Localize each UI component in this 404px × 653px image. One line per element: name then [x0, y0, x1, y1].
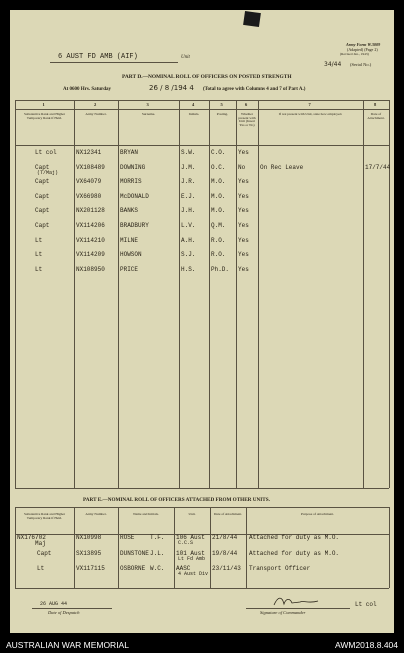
table-cell-number: SX13895	[76, 549, 102, 557]
column-header: Substantive Rank and Higher Temporary Rank if Held.	[23, 512, 66, 520]
table-cell-initials: S.W.	[181, 149, 196, 156]
table-cell-surname: MILNE	[120, 236, 139, 244]
part-e-title: PART E.—NOMINAL ROLL OF OFFICERS ATTACHED FROM OTHER UNITS.	[83, 497, 270, 503]
table-cell-number: VX117115	[76, 565, 105, 572]
column-number: 7	[308, 102, 311, 107]
column-header: Army Number.	[85, 512, 107, 516]
column-number: 4	[192, 102, 195, 107]
table-cell-number: NX12341	[76, 149, 102, 156]
column-header: Name and Initials.	[133, 512, 159, 516]
table-cell-present: Yes	[238, 149, 249, 156]
table-cell-surname: McDONALD	[120, 192, 149, 200]
commander-signature-label: Signature of Commander	[260, 610, 306, 615]
column-header: Initials.	[188, 112, 200, 116]
table-cell-initials: E.J.	[181, 192, 196, 200]
table-cell-name: ROSE	[120, 534, 135, 541]
serial-label: (Serial No.)	[350, 62, 372, 67]
table-cell-initials: J.M.	[181, 163, 196, 171]
table-cell-surname: HOWSON	[120, 251, 142, 259]
table-cell-name: OSBORNE	[120, 565, 146, 572]
table-cell-surname: PRICE	[120, 265, 139, 273]
table-cell-rank: Lt	[35, 265, 43, 273]
table-cell-posting: M.O.	[211, 192, 226, 200]
table-cell-date: 23/11/43	[212, 565, 241, 572]
table-cell-present: Yes	[238, 236, 249, 244]
column-number: 2	[94, 102, 97, 107]
table-cell-name: DUNSTONE	[120, 549, 149, 557]
table-cell-rank: Lt	[35, 236, 43, 244]
table-cell-initials: A.H.	[181, 236, 196, 244]
corner-stamp	[243, 11, 261, 27]
table-cell-number: NX10998	[76, 534, 102, 541]
table-cell-unit-sub: C.C.S	[178, 540, 194, 546]
table-cell-rank: Capt	[37, 549, 52, 557]
table-cell-present: Yes	[238, 222, 249, 229]
serial-number: 34/44	[324, 61, 342, 68]
table-cell-initials: J.H.	[181, 207, 196, 215]
table-cell-unit: AASC	[176, 565, 191, 572]
table-cell-number: VX108489	[76, 163, 105, 171]
date-prefix: At 0600 Hrs. Saturday	[63, 87, 112, 92]
despatch-date-label: Date of Despatch	[48, 610, 80, 615]
table-cell-unit-sub: Lt Fd Amb	[178, 555, 206, 562]
table-cell-number: NX108950	[76, 265, 105, 273]
column-header: Unit.	[188, 512, 196, 516]
column-header: Purpose of Attachment.	[301, 512, 334, 516]
table-cell-surname: MORRIS	[120, 178, 142, 186]
table-cell-purpose: Attached for duty as M.O.	[249, 549, 340, 557]
table-cell-present: Yes	[238, 207, 249, 215]
table-cell-number: VX66980	[76, 192, 102, 200]
table-cell-rank: Capt	[35, 192, 50, 200]
table-cell-number: NX201128	[76, 207, 105, 215]
column-header: Date of Attachment.	[367, 112, 385, 120]
form-id: Army Form W.3009	[346, 42, 381, 47]
table-cell-present: Yes	[238, 178, 249, 186]
form-revised: (Revised Jan., 1943)	[340, 52, 369, 56]
table-cell-rank: NX176702	[17, 534, 46, 541]
table-cell-surname: BRYAN	[120, 149, 139, 156]
credits-bar	[0, 634, 404, 653]
column-header: If not present with Unit, state how employed.	[278, 112, 343, 116]
table-cell-initials: L.V.	[181, 222, 196, 229]
commander-rank: Lt col	[355, 601, 377, 608]
table-cell-posting: R.O.	[211, 236, 226, 244]
table-cell-posting: M.O.	[211, 207, 226, 215]
credit-left: AUSTRALIAN WAR MEMORIAL	[6, 640, 129, 650]
column-header: Date of Attachment.	[213, 512, 243, 516]
table-cell-initials: J.R.	[181, 178, 196, 186]
table-cell-rank-temp: Maj	[35, 540, 46, 547]
table-cell-initials: H.S.	[181, 265, 196, 273]
table-cell-posting: C.O.	[211, 149, 226, 156]
table-cell-rank: Lt	[37, 565, 45, 572]
table-cell-number: VX114209	[76, 251, 105, 259]
credit-right: AWM2018.8.404	[335, 640, 398, 650]
table-cell-initials: T.F.	[150, 534, 165, 541]
table-cell-employed: On Rec Leave	[260, 163, 304, 171]
table-cell-present: Yes	[238, 251, 249, 259]
table-cell-date: 21/8/44	[212, 534, 238, 541]
table-cell-posting: O.C.	[211, 163, 226, 171]
table-cell-present: Yes	[238, 192, 249, 200]
table-cell-posting: R.O.	[211, 251, 226, 259]
table-cell-number: VX114210	[76, 236, 105, 244]
table-cell-surname: BANKS	[120, 207, 139, 215]
table-cell-unit: 106 Aust	[176, 534, 205, 541]
table-cell-number: VX64079	[76, 178, 102, 186]
table-cell-rank: Lt col	[35, 149, 57, 156]
table-cell-surname: BRADBURY	[120, 222, 149, 229]
column-number: 1	[42, 102, 45, 107]
table-cell-present: Yes	[238, 265, 249, 273]
table-cell-purpose: Attached for duty as M.O.	[249, 534, 340, 541]
table-cell-date: 17/7/44	[365, 163, 391, 171]
date-suffix: (Total to agree with Columns 4 and 7 of Part A.)	[203, 87, 306, 92]
unit-name: 6 AUST FD AMB (AIF)	[58, 53, 138, 61]
column-header: Substantive Rank and Higher Temporary Rank if Held.	[23, 112, 66, 120]
document-page	[10, 10, 394, 633]
table-cell-unit: 101 Aust	[176, 549, 205, 557]
table-cell-posting: Ph.D.	[211, 265, 230, 273]
date-value: 26 / 8 /194 4	[149, 84, 194, 92]
column-header: Whether present with Unit (Insert Yes or No)	[238, 112, 256, 128]
despatch-date: 26 AUG 44	[40, 601, 68, 607]
column-header: Surname.	[141, 112, 156, 116]
table-cell-rank: Capt	[35, 178, 50, 186]
form-adapted: (Adapted) (Page 2)	[347, 47, 378, 52]
table-cell-rank: Capt	[35, 207, 50, 215]
column-number: 5	[220, 102, 223, 107]
table-cell-purpose: Transport Officer	[249, 565, 311, 572]
table-cell-unit-sub: 4 Aust Div	[178, 571, 209, 577]
column-number: 3	[146, 102, 149, 107]
column-number: 8	[374, 102, 377, 107]
column-header: Posting.	[216, 112, 229, 116]
column-number: 6	[245, 102, 248, 107]
table-cell-posting: Q.M.	[211, 222, 226, 229]
table-cell-present: No	[238, 163, 246, 171]
table-cell-rank: Capt	[35, 163, 50, 171]
table-cell-initials: S.J.	[181, 251, 196, 259]
unit-label: Unit	[181, 55, 190, 60]
table-cell-date: 19/8/44	[212, 549, 238, 557]
table-cell-initials: W.C.	[150, 565, 165, 572]
table-cell-rank: Lt	[35, 251, 43, 259]
part-d-title: PART D.—NOMINAL ROLL OF OFFICERS ON POSTED STRENGTH	[122, 74, 292, 80]
table-cell-posting: M.O.	[211, 178, 226, 186]
table-cell-number: VX114206	[76, 222, 105, 229]
commander-signature	[272, 594, 322, 608]
table-cell-surname: DOWNING	[120, 163, 146, 171]
table-cell-initials: J.L.	[150, 549, 165, 557]
column-header: Army Number.	[85, 112, 107, 116]
table-cell-rank: Capt	[35, 222, 50, 229]
table-cell-rank-temp: (T/Maj)	[37, 169, 59, 176]
